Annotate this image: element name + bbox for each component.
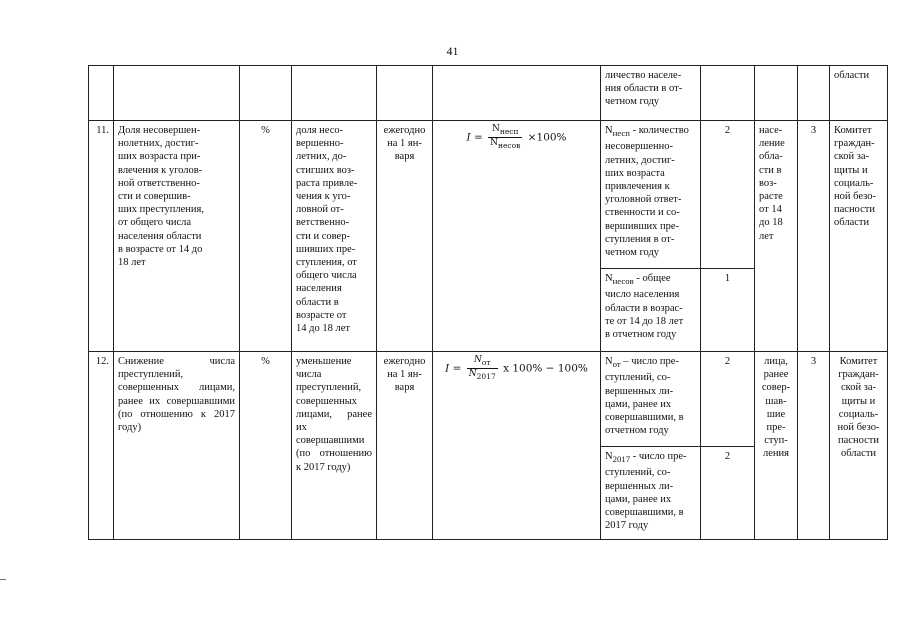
cell-name: Доля несовершен- нолетних, достиг- ших возраста при- влечения к уголов- ной ответственно- сти и совершив- ших преступления, от общего числа населения области в возрасте от 14 до 18 лет	[114, 121, 240, 352]
cell-unit: %	[240, 352, 292, 540]
cell-name	[114, 66, 240, 121]
cell-variable-desc: личество населе- ния области в от- четном году	[601, 66, 701, 121]
formula-eq: =	[452, 362, 462, 375]
formula-fraction	[488, 124, 522, 151]
formula-lhs: I	[466, 131, 471, 144]
table-row-12	[89, 352, 888, 447]
formula-denominator-sub: 2017	[476, 371, 496, 381]
cell-formula	[433, 66, 601, 121]
page-number: 41	[446, 44, 459, 58]
formula-eq: =	[473, 131, 483, 144]
cell-definition: уменьшение числа преступлений, совершенных лицами, ранее их совершавшими (по отношению к 2017 году)	[292, 352, 377, 540]
formula-lhs: I	[445, 362, 450, 375]
scan-edge-mark	[0, 579, 6, 580]
cell-period: ежегодно на 1 ян- варя	[377, 352, 433, 540]
var-symbol: N	[605, 356, 613, 367]
var-desc: - общее число населения области в возрас- те от 14 до 18 лет в отчетном году	[605, 273, 684, 340]
cell-responsible: Комитет граждан- ской за- щиты и социаль- ной безо- пасности области	[830, 352, 888, 540]
indicators-table	[88, 65, 888, 540]
cell-variable-desc	[601, 447, 701, 540]
var-symbol-sub: несов	[612, 276, 634, 287]
cell-variable-desc	[601, 269, 701, 352]
formula-cell	[433, 121, 601, 352]
cell-variable-code: 2	[701, 121, 755, 269]
cell-responsible: области	[830, 66, 888, 121]
var-desc: – число пре- ступлений, со- вершенных ли- цами, ранее их совершавшими, в отчетном году	[605, 356, 684, 437]
cell-period: ежегодно на 1 ян- варя	[377, 121, 433, 352]
cell-unit: %	[240, 121, 292, 352]
formula-denominator: N	[490, 137, 498, 148]
cell-variable-desc	[601, 121, 701, 269]
formula-numerator-sub: от	[481, 357, 491, 367]
cell-variable-code: 2	[701, 447, 755, 540]
cell-responsible: Комитет граждан- ской за- щиты и социаль- ной безо- пасности области	[830, 121, 888, 352]
cell-definition	[292, 66, 377, 121]
cell-variable-desc	[601, 352, 701, 447]
formula-numerator: N	[491, 124, 500, 134]
cell-object: насе- ление обла- сти в воз- расте от 14 до 18 лет	[755, 121, 798, 352]
var-symbol: N	[605, 125, 613, 136]
formula-cell	[433, 352, 601, 540]
var-symbol-sub: несп	[612, 128, 630, 139]
cell-num	[89, 66, 114, 121]
cell-period	[377, 66, 433, 121]
cell-unit	[240, 66, 292, 121]
formula-fraction	[467, 355, 498, 382]
var-symbol-sub: от	[612, 359, 621, 370]
var-symbol: N	[605, 451, 613, 462]
cell-variable-code	[701, 66, 755, 121]
cell-num: 11.	[89, 121, 114, 352]
table-row-continuation	[89, 66, 888, 121]
var-symbol: N	[605, 273, 613, 284]
var-desc: - количество несовершенно- летних, достиг- ших возраста привлечения к уголовной ответ- ственности и со- вершивших пре- ступления в от- четном году	[605, 125, 689, 258]
formula-numerator-sub: несп	[499, 126, 519, 136]
cell-name: Снижение числа преступлений, совершенных лицами, ранее их совершавшими (по отношению к 2017 году)	[114, 352, 240, 540]
cell-method: 3	[798, 121, 830, 352]
var-desc: - число пре- ступлений, со- вершенных ли- цами, ранее их совершавшими, в 2017 году	[605, 451, 687, 532]
formula-denominator: N	[468, 368, 477, 379]
cell-method	[798, 66, 830, 121]
cell-num: 12.	[89, 352, 114, 540]
cell-variable-code: 1	[701, 269, 755, 352]
formula-rhs: ×100%	[527, 131, 567, 144]
formula-numerator: N	[473, 355, 482, 365]
cell-variable-code: 2	[701, 352, 755, 447]
formula-denominator-sub: несов	[497, 140, 521, 150]
formula-rhs: х 100% − 100%	[503, 362, 588, 375]
cell-object: лица, ранее совер- шав- шие пре- ступ- ления	[755, 352, 798, 540]
cell-definition: доля несо- вершенно- летних, до- стигших воз- раста привле- чения к уго- ловной от- ветственно- сти и совер- шивших пре- ступления, от общего числа населения области в возрасте от 14 до 18 лет	[292, 121, 377, 352]
cell-object	[755, 66, 798, 121]
var-symbol-sub: 2017	[612, 454, 631, 465]
cell-method: 3	[798, 352, 830, 540]
table-row-11	[89, 121, 888, 269]
